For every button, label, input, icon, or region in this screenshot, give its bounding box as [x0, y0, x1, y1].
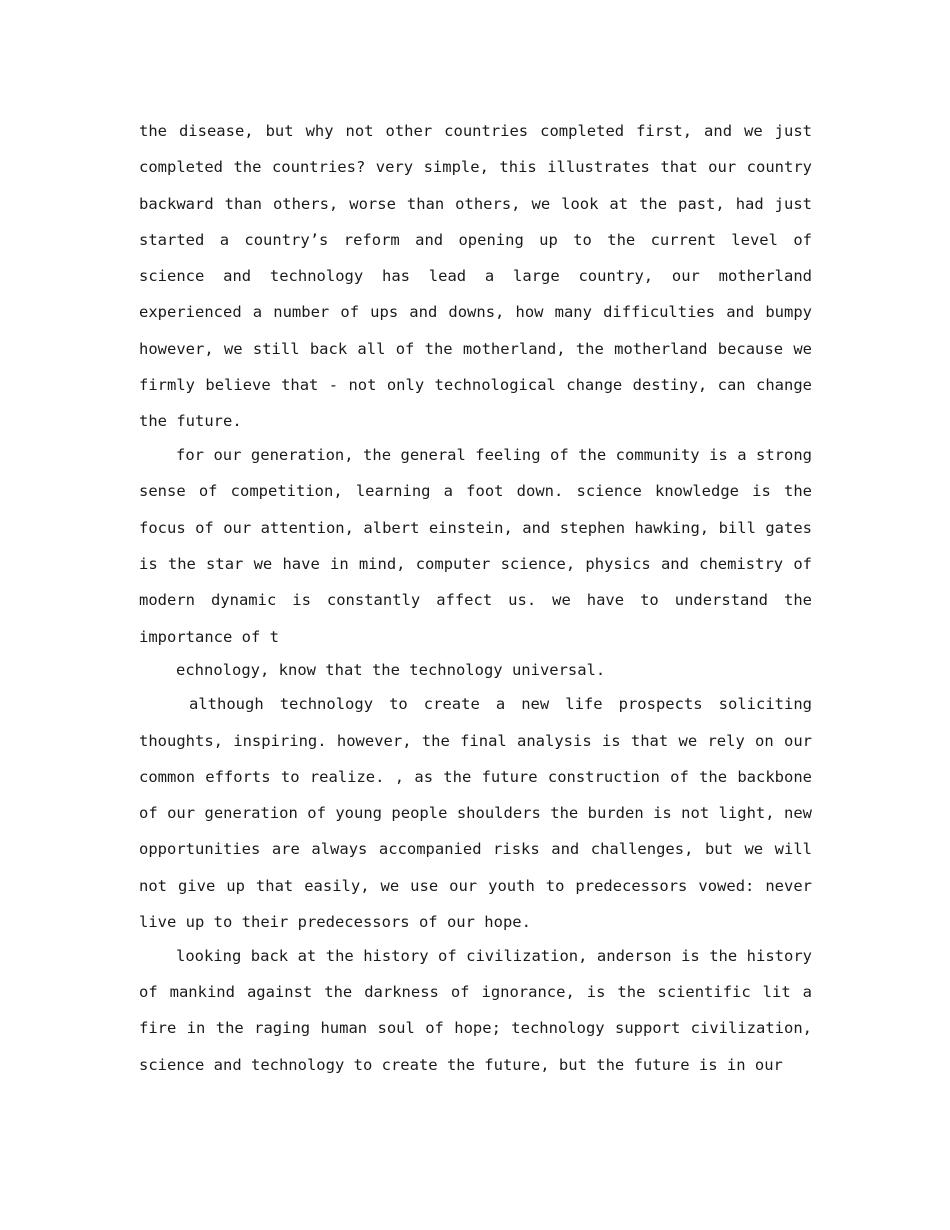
paragraph-4: although technology to create a new life prospects soliciting thoughts, inspiring. however, the final analysis is that we rely on our common efforts to realize. , as the future construction of the backbone of our generation of young people shoulders the burden is not light, new opportunities are always accompanied risks and challenges, but we will not give up that easily, we use our youth to predecessors vowed: never live up to their predecessors of our hope. [139, 695, 812, 932]
paragraph-5: looking back at the history of civilization, anderson is the history of mankind against the darkness of ignorance, is the scientific lit a fire in the raging human soul of hope; technology support civilization, science and technology to create the future, but the future is in our [139, 946, 812, 1074]
paragraph-1: the disease, but why not other countries completed first, and we just completed the countries? very simple, this illustrates that our country backward than others, worse than others, we look at the past, had just started a country’s reform and opening up to the current level of science and technology has lead a large country, our motherland experienced a number of ups and downs, how many difficulties and bumpy however, we still back all of the motherland, the motherland because we firmly believe that - not only technological change destiny, can change the future. [139, 122, 812, 431]
paragraph-2: for our generation, the general feeling of the community is a strong sense of competition, learning a foot down. science knowledge is the focus of our attention, albert einstein, and stephen hawking, bill gates is the star we have in mind, computer science, physics and chemistry of modern dynamic is constantly affect us. we have to understand the importance of t [139, 446, 812, 646]
paragraph-3: echnology, know that the technology universal. [176, 661, 606, 680]
body-text [139, 113, 812, 1083]
